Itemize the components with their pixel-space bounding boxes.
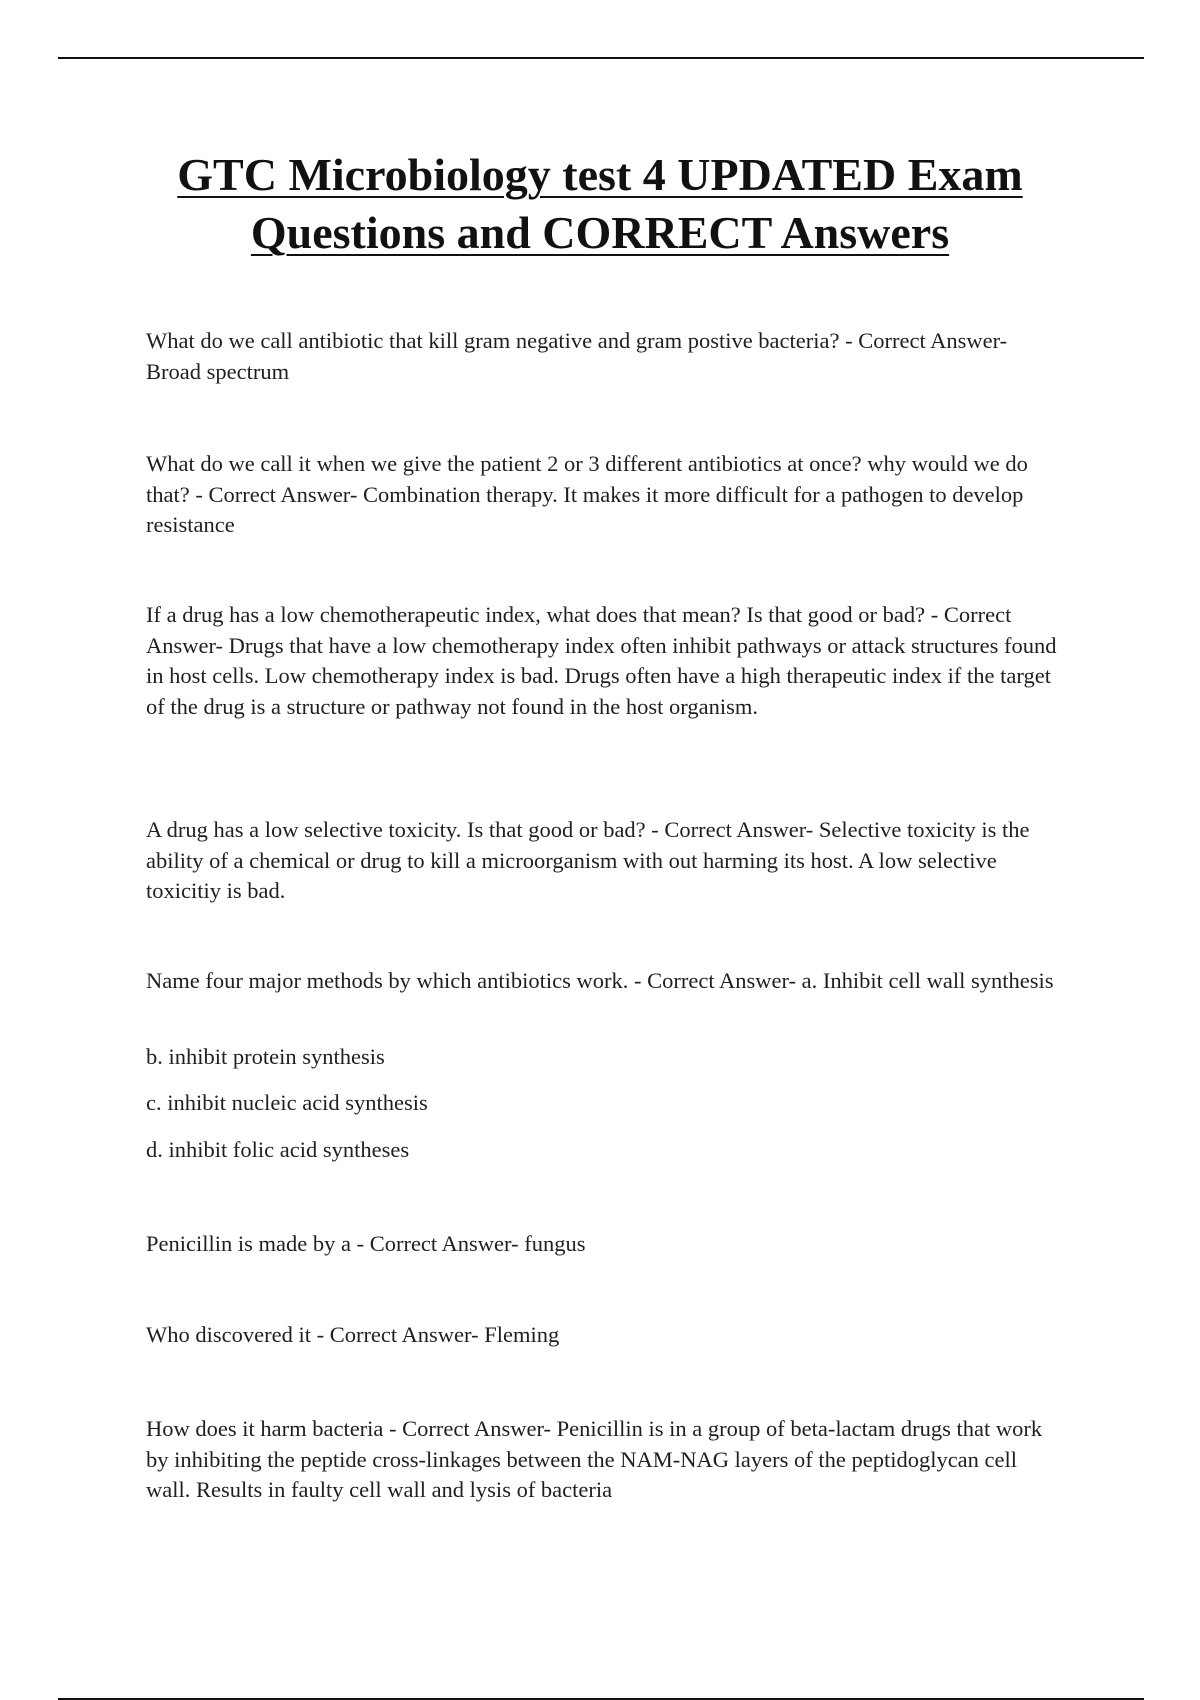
list-item-nucleic-acid-synthesis: c. inhibit nucleic acid synthesis (146, 1090, 428, 1115)
qa-entry-antibiotic-methods: Name four major methods by which antibiotics work. - Correct Answer- a. Inhibit cell wall synthesis (146, 968, 1054, 993)
top-divider (58, 57, 1144, 59)
qa-entry-selective-toxicity: A drug has a low selective toxicity. Is that good or bad? - Correct Answer- Selective toxicity is the ability of a chemical or drug to kill a microorganism with out harming its host. A low selective toxicitiy is bad. (146, 817, 1030, 903)
qa-entry-penicillin-source: Penicillin is made by a - Correct Answer- fungus (146, 1231, 586, 1256)
list-item-folic-acid-syntheses: d. inhibit folic acid syntheses (146, 1137, 410, 1162)
qa-entry-penicillin-mechanism: How does it harm bacteria - Correct Answer- Penicillin is in a group of beta-lactam drugs that work by inhibiting the peptide cross-linkages between the NAM-NAG layers of the peptidoglycan cell wall. Results in faulty cell wall and lysis of bacteria (146, 1416, 1043, 1502)
title-line-2: Questions and CORRECT Answers (250, 207, 950, 258)
qa-entry-discoverer: Who discovered it - Correct Answer- Fleming (146, 1322, 560, 1347)
title-line-1: GTC Microbiology test 4 UPDATED Exam (177, 149, 1023, 200)
qa-entry-chemotherapeutic-index: If a drug has a low chemotherapeutic index, what does that mean? Is that good or bad? - Correct Answer- Drugs that have a low chemotherapy index often inhibit pathways or attack structures found in host cells. Low chemotherapy index is bad. Drugs often have a high therapeutic index if the target of the drug is a structure or pathway not found in the host organism. (146, 602, 1057, 719)
qa-entry-combination-therapy: What do we call it when we give the patient 2 or 3 different antibiotics at once? why would we do that? - Correct Answer- Combination therapy. It makes it more difficult for a pathogen to develop resistance (146, 451, 1028, 537)
list-item-protein-synthesis: b. inhibit protein synthesis (146, 1044, 385, 1069)
qa-entry-broad-spectrum: What do we call antibiotic that kill gram negative and gram postive bacteria? - Correct Answer- Broad spectrum (146, 328, 1008, 384)
document-title (100, 146, 1100, 262)
